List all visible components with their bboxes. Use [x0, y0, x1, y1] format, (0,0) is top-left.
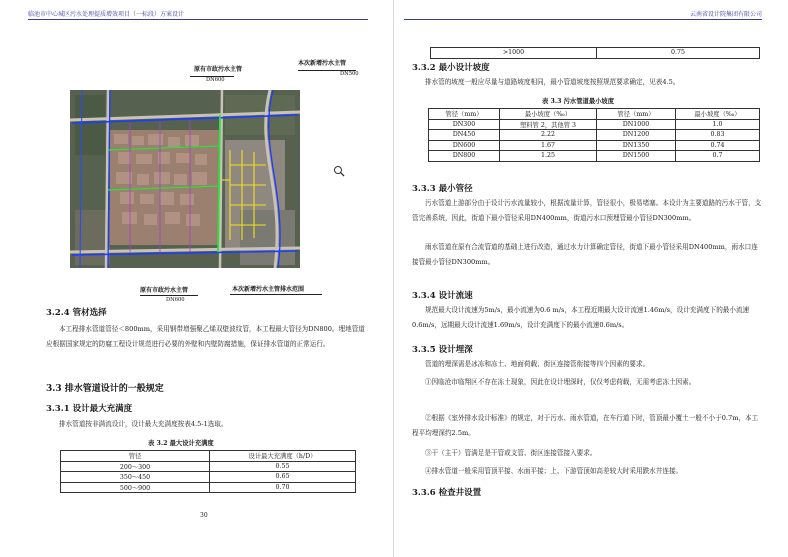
paragraph-min-diameter-sewage: 污水管道上游部分由于设计污水流量较小，根据流量计算，管径很小，极易堵塞。本设计为主要道路的污水干管，支管完善系统，因此，街道下最小管径采用DN400mm，街道污水口预埋管最小管径DN300mm。 [412, 199, 762, 222]
table-header-cell: 最小坡度（‰） [676, 109, 760, 120]
table-cell: DN1000 [597, 119, 676, 130]
table-3-2 [60, 450, 356, 493]
callout-service-area: 本次新增污水主管排水范围 [232, 286, 305, 293]
table-cell: 1.0 [676, 119, 760, 130]
table-cell: 2.22 [500, 130, 597, 141]
table-cell: 0.55 [210, 461, 356, 472]
list-item-depth-4: ④排水管道一般采用管顶平接、水面平接；上、下游管顶如高差较大时采用跌水井连接。 [425, 467, 683, 475]
table-cell: DN300 [429, 119, 500, 130]
paragraph-min-slope: 排水管的坡度一般应尽量与道路坡度相同，最小管道坡度按照规范要求确定，见表4.5。 [425, 78, 680, 86]
table-cell: DN800 [429, 151, 500, 162]
table-row [61, 482, 356, 493]
callout-leader-bottom-left [140, 295, 198, 296]
table-row [61, 461, 356, 472]
table-cell: 0.65 [210, 472, 356, 483]
table-row [429, 119, 760, 130]
paragraph-pipe-material: 本工程排水管道管径＜800mm，采用钢带增强聚乙烯双壁波纹管，本工程最大管径为DN800。埋地管道应根据国家规定的防腐工程设计规范进行必要的外壁和内壁防腐措施，保证排水管道的正常运行。 [46, 325, 365, 348]
heading-3-3-4: 3.3.4 设计流速 [412, 291, 473, 301]
table-cell: DN1200 [597, 130, 676, 141]
callout-new-main-top: 本次新增污水主管 [298, 60, 347, 67]
table-3-2-caption: 表 3.2 最大设计充满度 [148, 440, 214, 447]
table-header-cell: 管径 [61, 451, 210, 462]
list-item-depth-2: ②根据《室外排水设计标准》的规定，对于污水、雨水管道，在车行道下时，管顶最小覆土一般不小于0.7m，本工程平均埋深约2.5m。 [412, 414, 759, 437]
paragraph-min-diameter-rain: 雨水管道在原有合流管道的基础上进行改造，通过水力计算确定管径，街道下最小管径采用DN400mm，雨水口连接管最小管径DN300mm。 [412, 243, 758, 266]
paragraph-flow-velocity: 规范最大设计流速为5m/s，最小流速为0.6 m/s，本工程近期最大设计流速1.46m/s，设计充满度下的最小流速0.6m/s，远期最大设计流速1.69m/s，设计充满度下的最小流速0.6m/s。 [412, 306, 750, 329]
right-page [394, 0, 788, 557]
table-row [431, 48, 760, 59]
table-cell: 0.74 [676, 140, 760, 151]
list-item-depth-1: ①因临沧市临翔区不存在冻土现象，因此在设计埋深时，仅仅考虑荷载，无需考虑冻土因素。 [425, 378, 696, 386]
aerial-map-image [70, 90, 300, 268]
heading-3-3: 3.3 排水管道设计的一般规定 [46, 384, 164, 394]
table-cell: DN600 [429, 140, 500, 151]
table-cell: 1.67 [500, 140, 597, 151]
heading-3-3-6: 3.3.6 检查井设置 [412, 488, 482, 498]
header-rule [28, 19, 368, 20]
table-cell: 200～300 [61, 461, 210, 472]
table-3-3-caption: 表 3.3 污水管道最小坡度 [542, 98, 615, 105]
table-cell: 0.83 [676, 130, 760, 141]
map-graphic [70, 90, 300, 268]
table-cell: DN1350 [597, 140, 676, 151]
zoom-cursor-icon[interactable] [333, 165, 345, 177]
table-cell: DN450 [429, 130, 500, 141]
table-cell: DN1500 [597, 151, 676, 162]
table-cell: >1000 [431, 48, 597, 59]
table-cell: 500～900 [61, 482, 210, 493]
table-row [429, 140, 760, 151]
heading-3-3-1: 3.3.1 设计最大充满度 [46, 404, 133, 414]
heading-3-3-3: 3.3.3 最小管径 [412, 184, 473, 194]
table-header-cell: 管径（mm） [597, 109, 676, 120]
table-3-2-continued [430, 47, 760, 59]
callout-leader-bottom-right [230, 294, 322, 295]
callout-existing-main-top-size: DN600 [206, 77, 225, 83]
callout-existing-main-top: 原有市政污水主管 [194, 66, 243, 73]
table-cell: 0.70 [210, 482, 356, 493]
table-header-row [429, 109, 760, 120]
table-cell: 0.75 [597, 48, 760, 59]
header-rule [404, 19, 762, 20]
list-item-depth-3: ③干（主干）管满足是干管或支管、街区连接管接入要求。 [425, 449, 597, 457]
table-3-3 [428, 108, 760, 162]
table-row [429, 130, 760, 141]
heading-3-3-2: 3.3.2 最小设计坡度 [412, 63, 490, 73]
callout-new-main-top-size: DN500 [340, 71, 359, 77]
callout-existing-main-bottom-size: DN600 [166, 297, 185, 303]
table-row [61, 472, 356, 483]
table-header-row [61, 451, 356, 462]
table-cell: 0.7 [676, 151, 760, 162]
header-left-title: 临池市中心城区污水处理提质增效项目（一标段）方案设计 [28, 11, 185, 18]
table-cell: 1.25 [500, 151, 597, 162]
table-cell: 塑料管 2，其他管 3 [500, 119, 597, 130]
header-right-org: 云南省设计院集团有限公司 [689, 11, 762, 18]
paragraph-burial-depth: 管道的埋深需是冰冻和冻土、地面荷载、街区连接管衔接等四个因素的要求。 [425, 360, 650, 368]
callout-existing-main-bottom: 原有市政污水主管 [140, 287, 189, 294]
page-number: 30 [200, 512, 208, 519]
table-row [429, 151, 760, 162]
table-header-cell: 管径（mm） [429, 109, 500, 120]
table-cell: 350～450 [61, 472, 210, 483]
table-header-cell: 设计最大充满度（h/D） [210, 451, 356, 462]
heading-3-3-5: 3.3.5 设计埋深 [412, 345, 473, 355]
paragraph-fullness: 排水管道按非满流设计，设计最大充满度按表4.5-1选取。 [59, 420, 228, 428]
heading-3-2-4: 3.2.4 管材选择 [46, 308, 107, 318]
table-header-cell: 最小坡度（‰） [500, 109, 597, 120]
